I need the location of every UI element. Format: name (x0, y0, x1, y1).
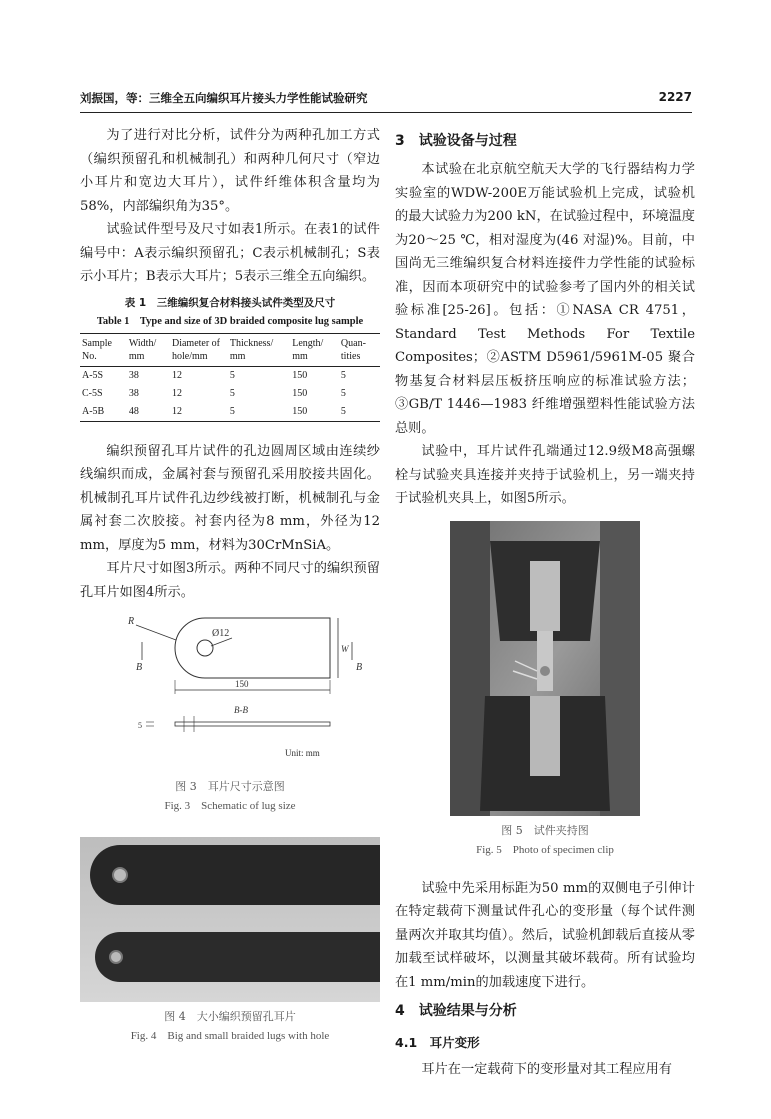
figure-4-caption-en: Fig. 4 Big and small braided lugs with hole (130, 1030, 330, 1042)
section-label: B-B (234, 705, 248, 715)
page-number: 2227 (658, 90, 692, 104)
table-header-row (80, 333, 380, 366)
table-header: Diameter of hole/mm (170, 333, 228, 366)
figure-4 (80, 837, 380, 1043)
braided-lugs-photo (80, 837, 380, 1002)
big-lug-hole-icon (113, 868, 127, 882)
specimen (537, 631, 553, 691)
lower-clamp (530, 696, 560, 776)
table-row (80, 385, 380, 403)
paragraph-measurement: 试验中先采用标距为50 mm的双侧电子引伸计在特定载荷下测量试件孔心的变形量（每个试件测量两次并取其均值）。然后，试验机卸载后直接从零加载至试样破坏，以测量其破坏载荷。所有试验均在1 mm/min的加载速度下进行。 (395, 880, 695, 990)
width-label: W (341, 644, 349, 654)
thickness-label: 5 (138, 721, 142, 730)
paragraph-hole-description: 编织预留孔耳片试件的孔边圆周区域由连续纱线编织而成，金属衬套与预留孔采用胶接共固化。机械制孔耳片试件孔边纱线被打断，机械制孔与金属衬套二次胶接。衬套内径为8 mm，外径为12 mm，厚度为5 mm，材料为30CrMnSiA。 (80, 443, 380, 553)
lug-schematic (80, 610, 380, 768)
table-cell: 150 (292, 369, 308, 381)
section-heading-4: 4 试验结果与分析 (395, 1003, 517, 1019)
running-title: 刘振国，等：三维全五向编织耳片接头力学性能试验研究 (80, 91, 368, 105)
table-header: Length/ mm (290, 333, 339, 366)
small-lug-hole-icon (110, 951, 122, 963)
figure-3-caption-en: Fig. 3 Schematic of lug size (164, 800, 296, 812)
paragraph-test-setup: 本试验在北京航空航天大学的飞行器结构力学实验室的WDW-200E万能试验机上完成，试验机的最大试验力为200 kN，在试验过程中，环境温度为20～25 ℃，相对湿度为(46 对湿)%。目前，中国尚无三维编织复合材料连接件力学性能的试验标准，因而本项研究中的试验参考了国内外的相关试验标准[25-26]。包括：①NASA CR 4751，Standard Test Methods For Textile Composites；②ASTM D5961/5961M-05 聚合物基复合材料层压板挤压响应的标准试验方法；③GB/T 1446—1983 纤维增强塑料性能试验方法总则。 (395, 162, 695, 436)
table-cell: 150 (290, 403, 339, 422)
specimen-table (80, 333, 380, 422)
section-view (175, 722, 330, 726)
table-row (80, 403, 380, 422)
big-lug (90, 845, 380, 905)
table-header: Sample No. (80, 333, 127, 366)
bolt-icon (540, 666, 550, 676)
small-lug (95, 932, 380, 982)
table-cell: 5 (340, 387, 346, 399)
table-caption-en: Table 1 Type and size of 3D braided composite lug sample (96, 315, 364, 327)
table-cell: 5 (340, 369, 346, 381)
length-label: 150 (235, 679, 249, 689)
table-1 (80, 295, 380, 422)
paragraph-table-intro: 试验试件型号及尺寸如表1所示。在表1的试件编号中：A表示编织预留孔；C表示机械制孔；S表示小耳片；B表示大耳片；5表示三维全五向编织。 (80, 222, 380, 284)
lug-outline (175, 618, 330, 678)
running-header (80, 90, 692, 113)
table-cell: 38 (128, 369, 139, 381)
table-cell: 5 (228, 403, 290, 422)
table-cell: A-5S (82, 369, 104, 381)
figure-5-caption-en: Fig. 5 Photo of specimen clip (476, 843, 614, 856)
table-cell: 150 (292, 387, 308, 399)
paragraph-specimen-types: 为了进行对比分析，试件分为两种孔加工方式（编织预留孔和机械制孔）和两种几何尺寸（窄边小耳片和宽边大耳片），试件纤维体积含量均为58%，内部编织角为35°。 (80, 128, 380, 214)
section-mark-right: B (356, 662, 363, 673)
unit-label: Unit: mm (285, 748, 320, 758)
table-header: Quan-tities (339, 333, 380, 366)
section-heading-3: 3 试验设备与过程 (395, 133, 517, 149)
figure-4-caption-zh: 图 4 大小编织预留孔耳片 (164, 1010, 296, 1023)
table-cell: 48 (127, 403, 170, 422)
figure-5-caption-zh: 图 5 试件夹持图 (501, 823, 589, 837)
table-row (80, 366, 380, 385)
table-cell: 12 (171, 387, 182, 399)
specimen-clip-photo (395, 521, 695, 816)
figure-5 (395, 521, 695, 857)
upper-clamp (530, 561, 560, 631)
paragraph-lug-deformation: 耳片在一定载荷下的变形量对其工程应用有 (421, 1062, 672, 1077)
paragraph-clamping: 试验中，耳片试件孔端通过12.9级M8高强螺栓与试验夹具连接并夹持于试验机上，另一端夹持于试验机夹具上，如图5所示。 (395, 444, 695, 506)
table-cell: 12 (170, 403, 228, 422)
section-mark-left: B (136, 662, 143, 673)
right-column (395, 124, 695, 1082)
lug-hole (197, 640, 213, 656)
table-cell: 38 (128, 387, 139, 399)
paragraph-figure-refs: 耳片尺寸如图3所示。两种不同尺寸的编织预留孔耳片如图4所示。 (80, 561, 380, 600)
figure-3 (80, 610, 380, 813)
table-cell: 5 (339, 403, 380, 422)
figure-3-caption-zh: 图 3 耳片尺寸示意图 (175, 780, 285, 793)
table-cell: 5 (229, 369, 235, 381)
table-cell: 12 (171, 369, 182, 381)
hole-diameter-label: Ø12 (212, 628, 230, 639)
left-column (80, 124, 380, 1043)
table-caption-zh: 表 1 三维编织复合材料接头试件类型及尺寸 (124, 296, 336, 309)
table-header: Width/ mm (127, 333, 170, 366)
subsection-heading-4-1: 4.1 耳片变形 (395, 1035, 480, 1050)
table-header: Thickness/ mm (228, 333, 290, 366)
table-cell: A-5B (80, 403, 127, 422)
table-cell: C-5S (82, 387, 103, 399)
table-cell: 5 (229, 387, 235, 399)
radius-label: R (128, 616, 135, 627)
